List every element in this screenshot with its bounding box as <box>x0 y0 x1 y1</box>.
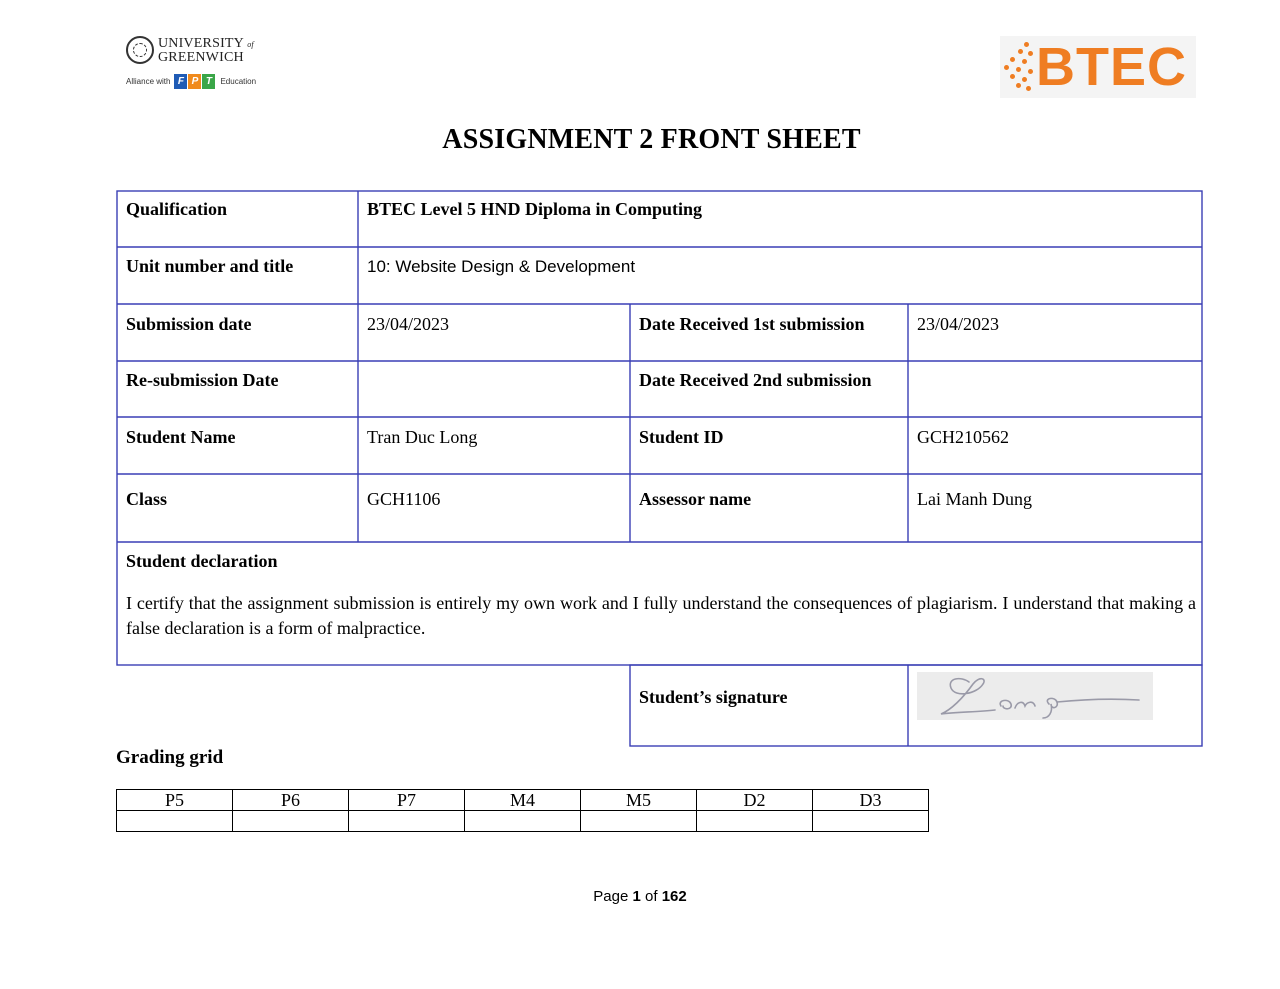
resubmission-date-label: Re-submission Date <box>126 370 279 390</box>
unit-value: 10: Website Design & Development <box>367 257 636 276</box>
student-id-value: GCH210562 <box>917 427 1010 447</box>
footer-of-word: of <box>645 888 658 905</box>
student-name-value: Tran Duc Long <box>367 427 478 447</box>
qualification-value: BTEC Level 5 HND Diploma in Computing <box>367 199 703 219</box>
university-of-greenwich-logo <box>126 36 266 106</box>
unit-label: Unit number and title <box>126 256 294 276</box>
grade-result-cell <box>465 811 581 832</box>
grade-result-cell <box>697 811 813 832</box>
fpt-logo <box>174 74 216 89</box>
footer-page-word: Page <box>593 888 629 905</box>
grade-criterion-header: M4 <box>465 790 581 811</box>
fpt-letter-p: P <box>188 74 201 89</box>
grade-result-cell <box>349 811 465 832</box>
received-1st-label: Date Received 1st submission <box>639 314 865 334</box>
university-seal-icon <box>126 36 154 64</box>
student-id-label: Student ID <box>639 427 724 447</box>
grade-criterion-header: D2 <box>697 790 813 811</box>
fpt-letter-f: F <box>174 74 187 89</box>
grade-criterion-header: M5 <box>581 790 697 811</box>
signature-scribble <box>917 672 1153 720</box>
grade-result-cell <box>117 811 233 832</box>
grading-criteria-row <box>117 790 929 811</box>
student-name-label: Student Name <box>126 427 236 447</box>
logo-alliance-text: Alliance with <box>126 77 171 86</box>
assessor-name-value: Lai Manh Dung <box>917 489 1032 509</box>
logo-greenwich-word: GREENWICH <box>158 49 244 65</box>
received-2nd-label: Date Received 2nd submission <box>639 370 872 390</box>
student-signature-image <box>917 672 1153 720</box>
logo-of-word: of <box>247 39 254 49</box>
received-1st-value: 23/04/2023 <box>917 314 1000 334</box>
declaration-heading: Student declaration <box>126 551 278 571</box>
grade-criterion-header: P5 <box>117 790 233 811</box>
grade-result-cell <box>813 811 929 832</box>
submission-date-value: 23/04/2023 <box>367 314 450 334</box>
qualification-label: Qualification <box>126 199 228 219</box>
fpt-letter-t: T <box>202 74 215 89</box>
footer-total-pages: 162 <box>661 888 687 905</box>
signature-label: Student’s signature <box>639 687 788 707</box>
grading-grid-title: Grading grid <box>116 747 224 768</box>
grading-grid-table <box>116 789 929 832</box>
btec-logo <box>1000 36 1196 98</box>
btec-logo-text: BTEC <box>1036 37 1187 97</box>
class-value: GCH1106 <box>367 489 441 509</box>
declaration-text: I certify that the assignment submission is entirely my own work and I fully understand the consequences of plagiarism. I understand that making a false declaration is a form of malpractice. <box>126 593 1196 638</box>
page-title: ASSIGNMENT 2 FRONT SHEET <box>442 124 861 155</box>
grade-result-cell <box>233 811 349 832</box>
grading-result-row <box>117 811 929 832</box>
logo-university-word: UNIVERSITY <box>158 35 244 51</box>
class-label: Class <box>126 489 168 509</box>
grade-criterion-header: P7 <box>349 790 465 811</box>
footer-current-page: 1 <box>632 888 641 905</box>
grade-result-cell <box>581 811 697 832</box>
submission-date-label: Submission date <box>126 314 252 334</box>
btec-dots-icon <box>1002 42 1038 92</box>
grade-criterion-header: D3 <box>813 790 929 811</box>
assessor-name-label: Assessor name <box>639 489 752 509</box>
logo-education-text: Education <box>220 77 257 86</box>
page-number-footer <box>0 888 1280 905</box>
grade-criterion-header: P6 <box>233 790 349 811</box>
